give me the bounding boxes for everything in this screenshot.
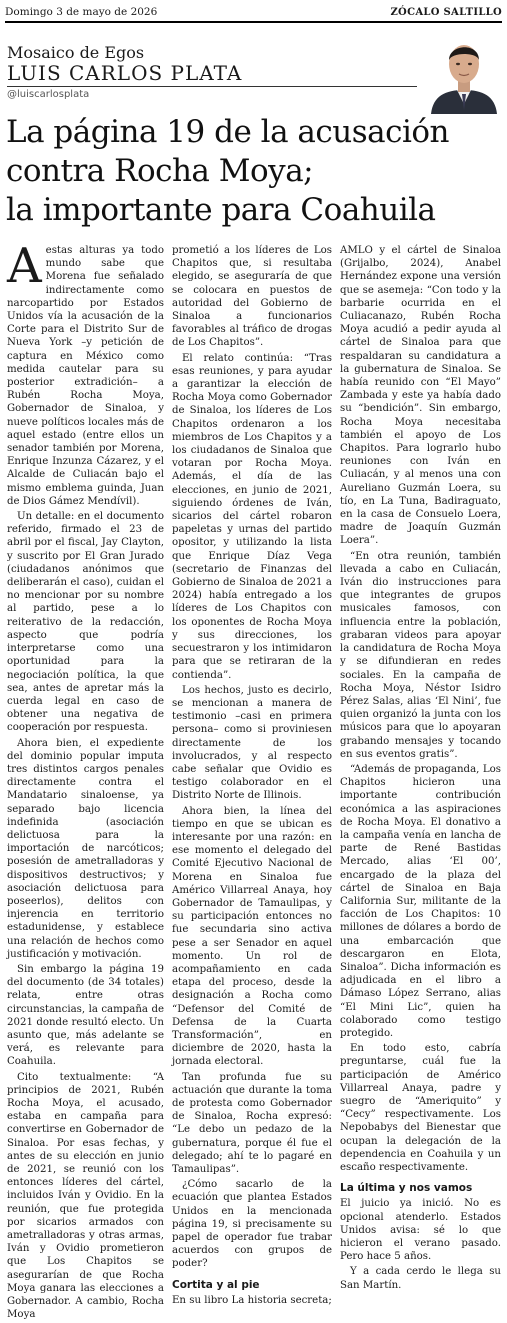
author-handle: @luiscarlosplata bbox=[7, 89, 90, 100]
headline-line: contra Rocha Moya; bbox=[6, 153, 314, 189]
page-header bbox=[5, 3, 502, 21]
paragraph: AMLO y el cártel de Sinaloa (Grijalbo, 2024), Anabel Hernández expone una versión que se asemeja: “Con todo y la barbarie ocurrida en el Culiacanazo, Rubén Rocha Moya acudió a pedir ayuda al cártel de Sinaloa para que respaldaran su candidatura a la gubernatura de Sinaloa. Se había reunido con “El Mayo” Zambada y este ya había dado su “bendición”. Sin embargo, Rocha Moya necesitaba también el apoyo de Los Chapitos. Para lograrlo hubo reuniones con Iván en Culiacán, y al menos una con Aureliano Guzmán Loera, su tío, en La Tuna, Badiraguato, en la casa de Consuelo Loera, madre de Joaquín Guzmán Loera”. bbox=[340, 245, 501, 547]
headline-line: la importante para Coahuila bbox=[6, 192, 436, 228]
author-portrait-icon bbox=[427, 30, 501, 114]
paragraph: “En otra reunión, también llevada a cabo en Culiacán, Iván dio instrucciones para que integrantes de grupos musicales famosos, con influencia entre la población, grabaran videos para apoyar la candidatura de Rocha Moya y se difundieran en redes sociales. En la campaña de Rocha Moya, Néstor Isidro Pérez Salas, alias ‘El Nini’, fue quien organizó la junta con los músicos para que lo apoyaran grabando mensajes y tocando en sus eventos gratis”. bbox=[340, 550, 501, 760]
paragraph: Tan profunda fue su actuación que durante la toma de protesta como Gobernador de Sinaloa, Rocha expresó: “Le debo un pedazo de la gubernatura, porque él fue el delegado; ahí te lo pagaré en Tamaulipas”. bbox=[172, 1071, 332, 1176]
paragraph: En todo esto, cabría preguntarse, cuál fue la participación de Américo Villarreal Anaya, padre y suegro de “Ameriquito” y “Cecy” respectivamente. Los Nepobabys del Bienestar que ocupan la delegación de la dependencia en Coahuila y un escaño respectivamente. bbox=[340, 1043, 501, 1174]
author-name: LUIS CARLOS PLATA bbox=[7, 61, 243, 85]
article-column-1 bbox=[7, 238, 164, 1323]
paragraph: Ahora bien, el expediente del dominio popular imputa tres distintos cargos penales directamente contra el Mandatario sinaloense, ya separado bajo licencia indefinida (asociación delictuosa para la importación de narcóticos; posesión de ametralladoras y dispositivos destructivos; y asociación delictuosa para poseerlos), delitos con injerencia en territorio estadunidense, y establece una relación de hechos como justificación y motivación. bbox=[7, 737, 164, 960]
paragraph: prometió a los líderes de Los Chapitos que, si resultaba elegido, se aseguraría de que se colocara en puestos de autoridad del Gobierno de Sinaloa a funcionarios favorables al tráfico de drogas de Los Chapitos”. bbox=[172, 245, 332, 349]
paragraph: Cito textualmente: “A principios de 2021, Rubén Rocha Moya, el acusado, estaba en campaña para convertirse en Gobernador de Sinaloa. Por esas fechas, y antes de su elección en junio de 2021, se reunió con los entonces líderes del cártel, incluidos Iván y Ovidio. En la reunión, que fue protegida por sicarios armados con ametralladoras y otras armas, Iván y Ovidio prometieron que Los Chapitos se asegurarían de que Rocha Moya ganara las elecciones a Gobernador. A cambio, Rocha Moya bbox=[7, 1071, 164, 1321]
paragraph: Los hechos, justo es decirlo, se mencionan a manera de testimonio –casi en primera persona– como si proviniesen directamente de los involucrados, y al respecto cabe señalar que Ovidio es testigo colaborador en el Distrito Norte de Illinois. bbox=[172, 684, 332, 802]
article-column-2 bbox=[172, 244, 332, 1309]
paragraph: Y a cada cerdo le llega su San Martín. bbox=[340, 1266, 501, 1291]
article-headline bbox=[6, 113, 501, 230]
paragraph: Aestas alturas ya todo mundo sabe que Morena fue señalado indirectamente como narcopartido por Estados Unidos vía la acusación de la Corte para el Distrito Sur de Nueva York –y petición de captura en México como medida cautelar para su posterior extradición– a Rubén Rocha Moya, Gobernador de Sinaloa, y nueve políticos locales más de aquel estado (entre ellos un senador también por Morena, Enrique Inzunza Cázarez, y el Alcalde de Culiacán bajo el mismo emblema guinda, Juan de Dios Gámez Mendívil). bbox=[7, 238, 164, 507]
paragraph: El relato continúa: “Tras esas reuniones, y para ayudar a garantizar la elección de Rocha Moya como Gobernador de Sinaloa, los líderes de Los Chapitos ordenaron a los miembros de Los Chapitos y a los ciudadanos de Sinaloa que votaran por Rocha Moya. Además, el día de las elecciones, en junio de 2021, siguiendo órdenes de Iván, sicarios del cártel robaron papeletas y urnas del partido opositor, y utilizando la lista que Enrique Díaz Vega (secretario de Finanzas del Gobierno de Sinaloa de 2021 a 2024) había entregado a los líderes de Los Chapitos con los oponentes de Rocha Moya y sus direcciones, los secuestraron y los intimidaron para que se retiraran de la contienda”. bbox=[172, 352, 332, 681]
headline-line: La página 19 de la acusación bbox=[6, 114, 450, 150]
paragraph: ¿Cómo sacarlo de la ecuación que plantea Estados Unidos en la mencionada página 19, si precisamente su papel de operador fue trabar acuerdos con grupos de poder? bbox=[172, 1179, 332, 1270]
byline-rule bbox=[7, 86, 417, 87]
paragraph: El juicio ya inició. No es opcional atenderlo. Estados Unidos avisa: sé lo que hicieron el verano pasado. Pero hace 5 años. bbox=[340, 1198, 501, 1263]
section-subhead: Cortita y al pie bbox=[172, 1278, 260, 1291]
paragraph: Sin embargo la página 19 del documento (de 34 totales) relata, entre otras circunstancias, la campaña de 2021 donde resultó electo. Un asunto que, más adelante se verá, es relevante para Coahuila. bbox=[7, 963, 164, 1068]
paragraph: Ahora bien, la línea del tiempo en que se ubican es interesante por una razón: en ese momento el delegado del Comité Ejecutivo Nacional de Morena en Sinaloa fue Américo Villarreal Anaya, hoy Gobernador de Tamaulipas, y su participación entonces no fue secundaria sino activa pese a ser Senador en aquel momento. Un rol de acompañamiento en cada etapa del proceso, desde la designación a Rocha como “Defensor del Comité de Defensa de la Cuarta Transformación”, en diciembre de 2020, hasta la jornada electoral. bbox=[172, 805, 332, 1068]
paragraph: En su libro La historia secreta; bbox=[172, 1294, 332, 1306]
publication-name: ZÓCALO SALTILLO bbox=[390, 6, 502, 18]
section-subhead: La última y nos vamos bbox=[340, 1182, 473, 1195]
dropcap: A bbox=[7, 238, 42, 294]
issue-date: Domingo 3 de mayo de 2026 bbox=[5, 6, 158, 18]
paragraph: Un detalle: en el documento referido, firmado el 23 de abril por el fiscal, Jay Clayton, y suscrito por El Gran Jurado (ciudadanos anónimos que deliberarán el caso), cuidan el no mencionar por su nombre al partido, pese a lo reiterativo de la redacción, aspecto que podría interpretarse como una oportunidad para la negociación política, la que sea, antes de apretar más la cuerda legal en caso de obtener una negativa de cooperación por respuesta. bbox=[7, 511, 164, 734]
column-name: Mosaico de Egos bbox=[7, 43, 145, 62]
header-rule bbox=[5, 21, 502, 23]
article-column-3 bbox=[340, 244, 501, 1294]
paragraph: “Además de propaganda, Los Chapitos hicieron una importante contribución económica a las aspiraciones de Rocha Moya. El donativo a la campaña venía en lancha de parte de René Bastidas Mercado, alias ‘El 00’, encargado de la plaza del cártel de Sinaloa en Baja California Sur, militante de la facción de Los Chapitos: 10 millones de dólares a bordo de una embarcación que descargaron en Elota, Sinaloa”. Dicha información es adjudicada en el libro a Dámaso López Serrano, alias “El Mini Lic”, quien ha colaborado como testigo protegido. bbox=[340, 763, 501, 1039]
